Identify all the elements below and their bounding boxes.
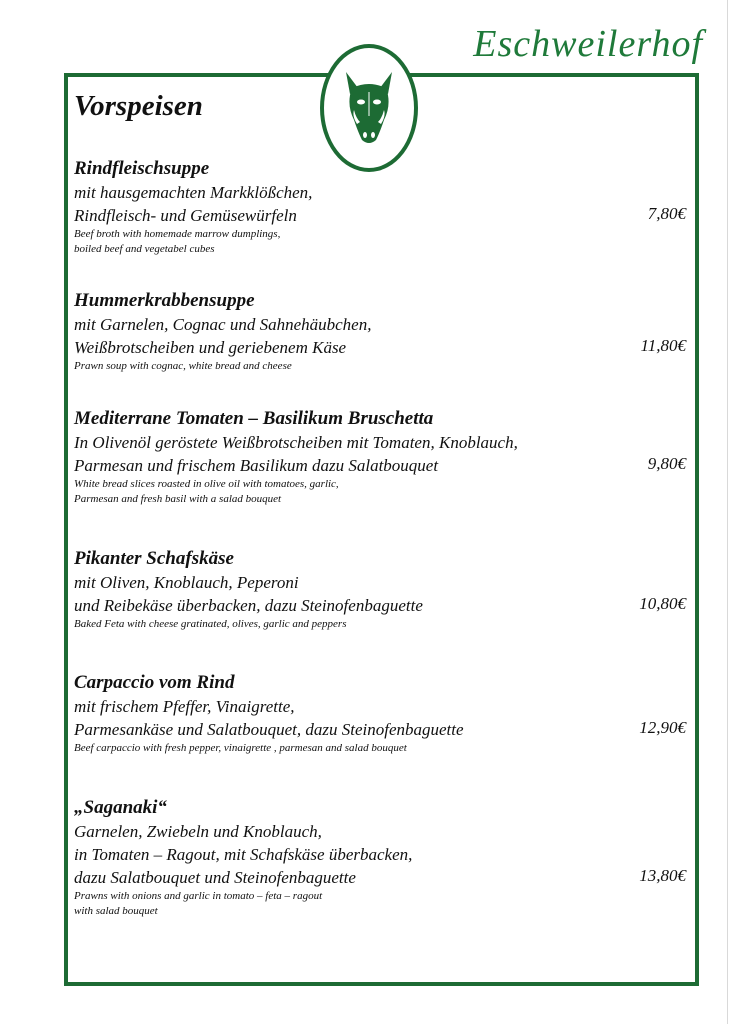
brand-title: Eschweilerhof bbox=[473, 23, 703, 65]
dish-description: mit hausgemachten Markklößchen, bbox=[74, 183, 313, 202]
dish-price: 7,80€ bbox=[647, 204, 686, 223]
dish-description: Weißbrotscheiben und geriebenem Käse bbox=[74, 338, 347, 357]
dish-translation: boiled beef and vegetabel cubes bbox=[74, 243, 215, 255]
dish-price: 12,90€ bbox=[639, 718, 686, 737]
dish-price: 9,80€ bbox=[647, 454, 686, 473]
dish-description: In Olivenöl geröstete Weißbrotscheiben mit Tomaten, Knoblauch, bbox=[74, 433, 518, 452]
menu-item bbox=[74, 157, 690, 257]
dish-description: Parmesankäse und Salatbouquet, dazu Steinofenbaguette bbox=[74, 720, 464, 739]
dish-name: „Saganaki“ bbox=[74, 797, 167, 818]
boar-head-icon bbox=[340, 68, 398, 148]
section-title: Vorspeisen bbox=[74, 90, 203, 122]
logo-medallion bbox=[320, 44, 418, 172]
dish-description: mit frischem Pfeffer, Vinaigrette, bbox=[74, 697, 295, 716]
dish-name: Mediterrane Tomaten – Basilikum Bruschetta bbox=[74, 408, 434, 429]
dish-price: 13,80€ bbox=[639, 866, 686, 885]
dish-description: in Tomaten – Ragout, mit Schafskäse überbacken, bbox=[74, 845, 413, 864]
dish-description: Parmesan und frischem Basilikum dazu Salatbouquet bbox=[74, 456, 439, 475]
dish-name: Rindfleischsuppe bbox=[74, 158, 210, 179]
dish-translation: Parmesan and fresh basil with a salad bouquet bbox=[74, 493, 282, 505]
dish-price: 10,80€ bbox=[639, 594, 686, 613]
dish-description: mit Garnelen, Cognac und Sahnehäubchen, bbox=[74, 315, 372, 334]
dish-name: Hummerkrabbensuppe bbox=[74, 290, 255, 311]
dish-translation: Beef broth with homemade marrow dumplings, bbox=[74, 228, 281, 240]
dish-description: Garnelen, Zwiebeln und Knoblauch, bbox=[74, 822, 322, 841]
dish-name: Carpaccio vom Rind bbox=[74, 672, 235, 693]
dish-description: Rindfleisch- und Gemüsewürfeln bbox=[74, 206, 297, 225]
menu-item bbox=[74, 407, 690, 507]
dish-translation: with salad bouquet bbox=[74, 905, 158, 917]
dish-translation: Prawns with onions and garlic in tomato – feta – ragout bbox=[74, 890, 323, 902]
dish-description: und Reibekäse überbacken, dazu Steinofenbaguette bbox=[74, 596, 423, 615]
dish-translation: Baked Feta with cheese gratinated, olives, garlic and peppers bbox=[74, 618, 347, 630]
dish-translation: Beef carpaccio with fresh pepper, vinaigrette , parmesan and salad bouquet bbox=[74, 742, 407, 754]
dish-price: 11,80€ bbox=[640, 336, 686, 355]
menu-item bbox=[74, 796, 690, 919]
dish-translation: White bread slices roasted in olive oil with tomatoes, garlic, bbox=[74, 478, 339, 490]
dish-description: dazu Salatbouquet und Steinofenbaguette bbox=[74, 868, 356, 887]
menu-item bbox=[74, 671, 690, 756]
dish-description: mit Oliven, Knoblauch, Peperoni bbox=[74, 573, 299, 592]
menu-item bbox=[74, 289, 690, 374]
dish-name: Pikanter Schafskäse bbox=[74, 548, 234, 569]
dish-translation: Prawn soup with cognac, white bread and cheese bbox=[74, 360, 292, 372]
menu-item bbox=[74, 547, 690, 632]
